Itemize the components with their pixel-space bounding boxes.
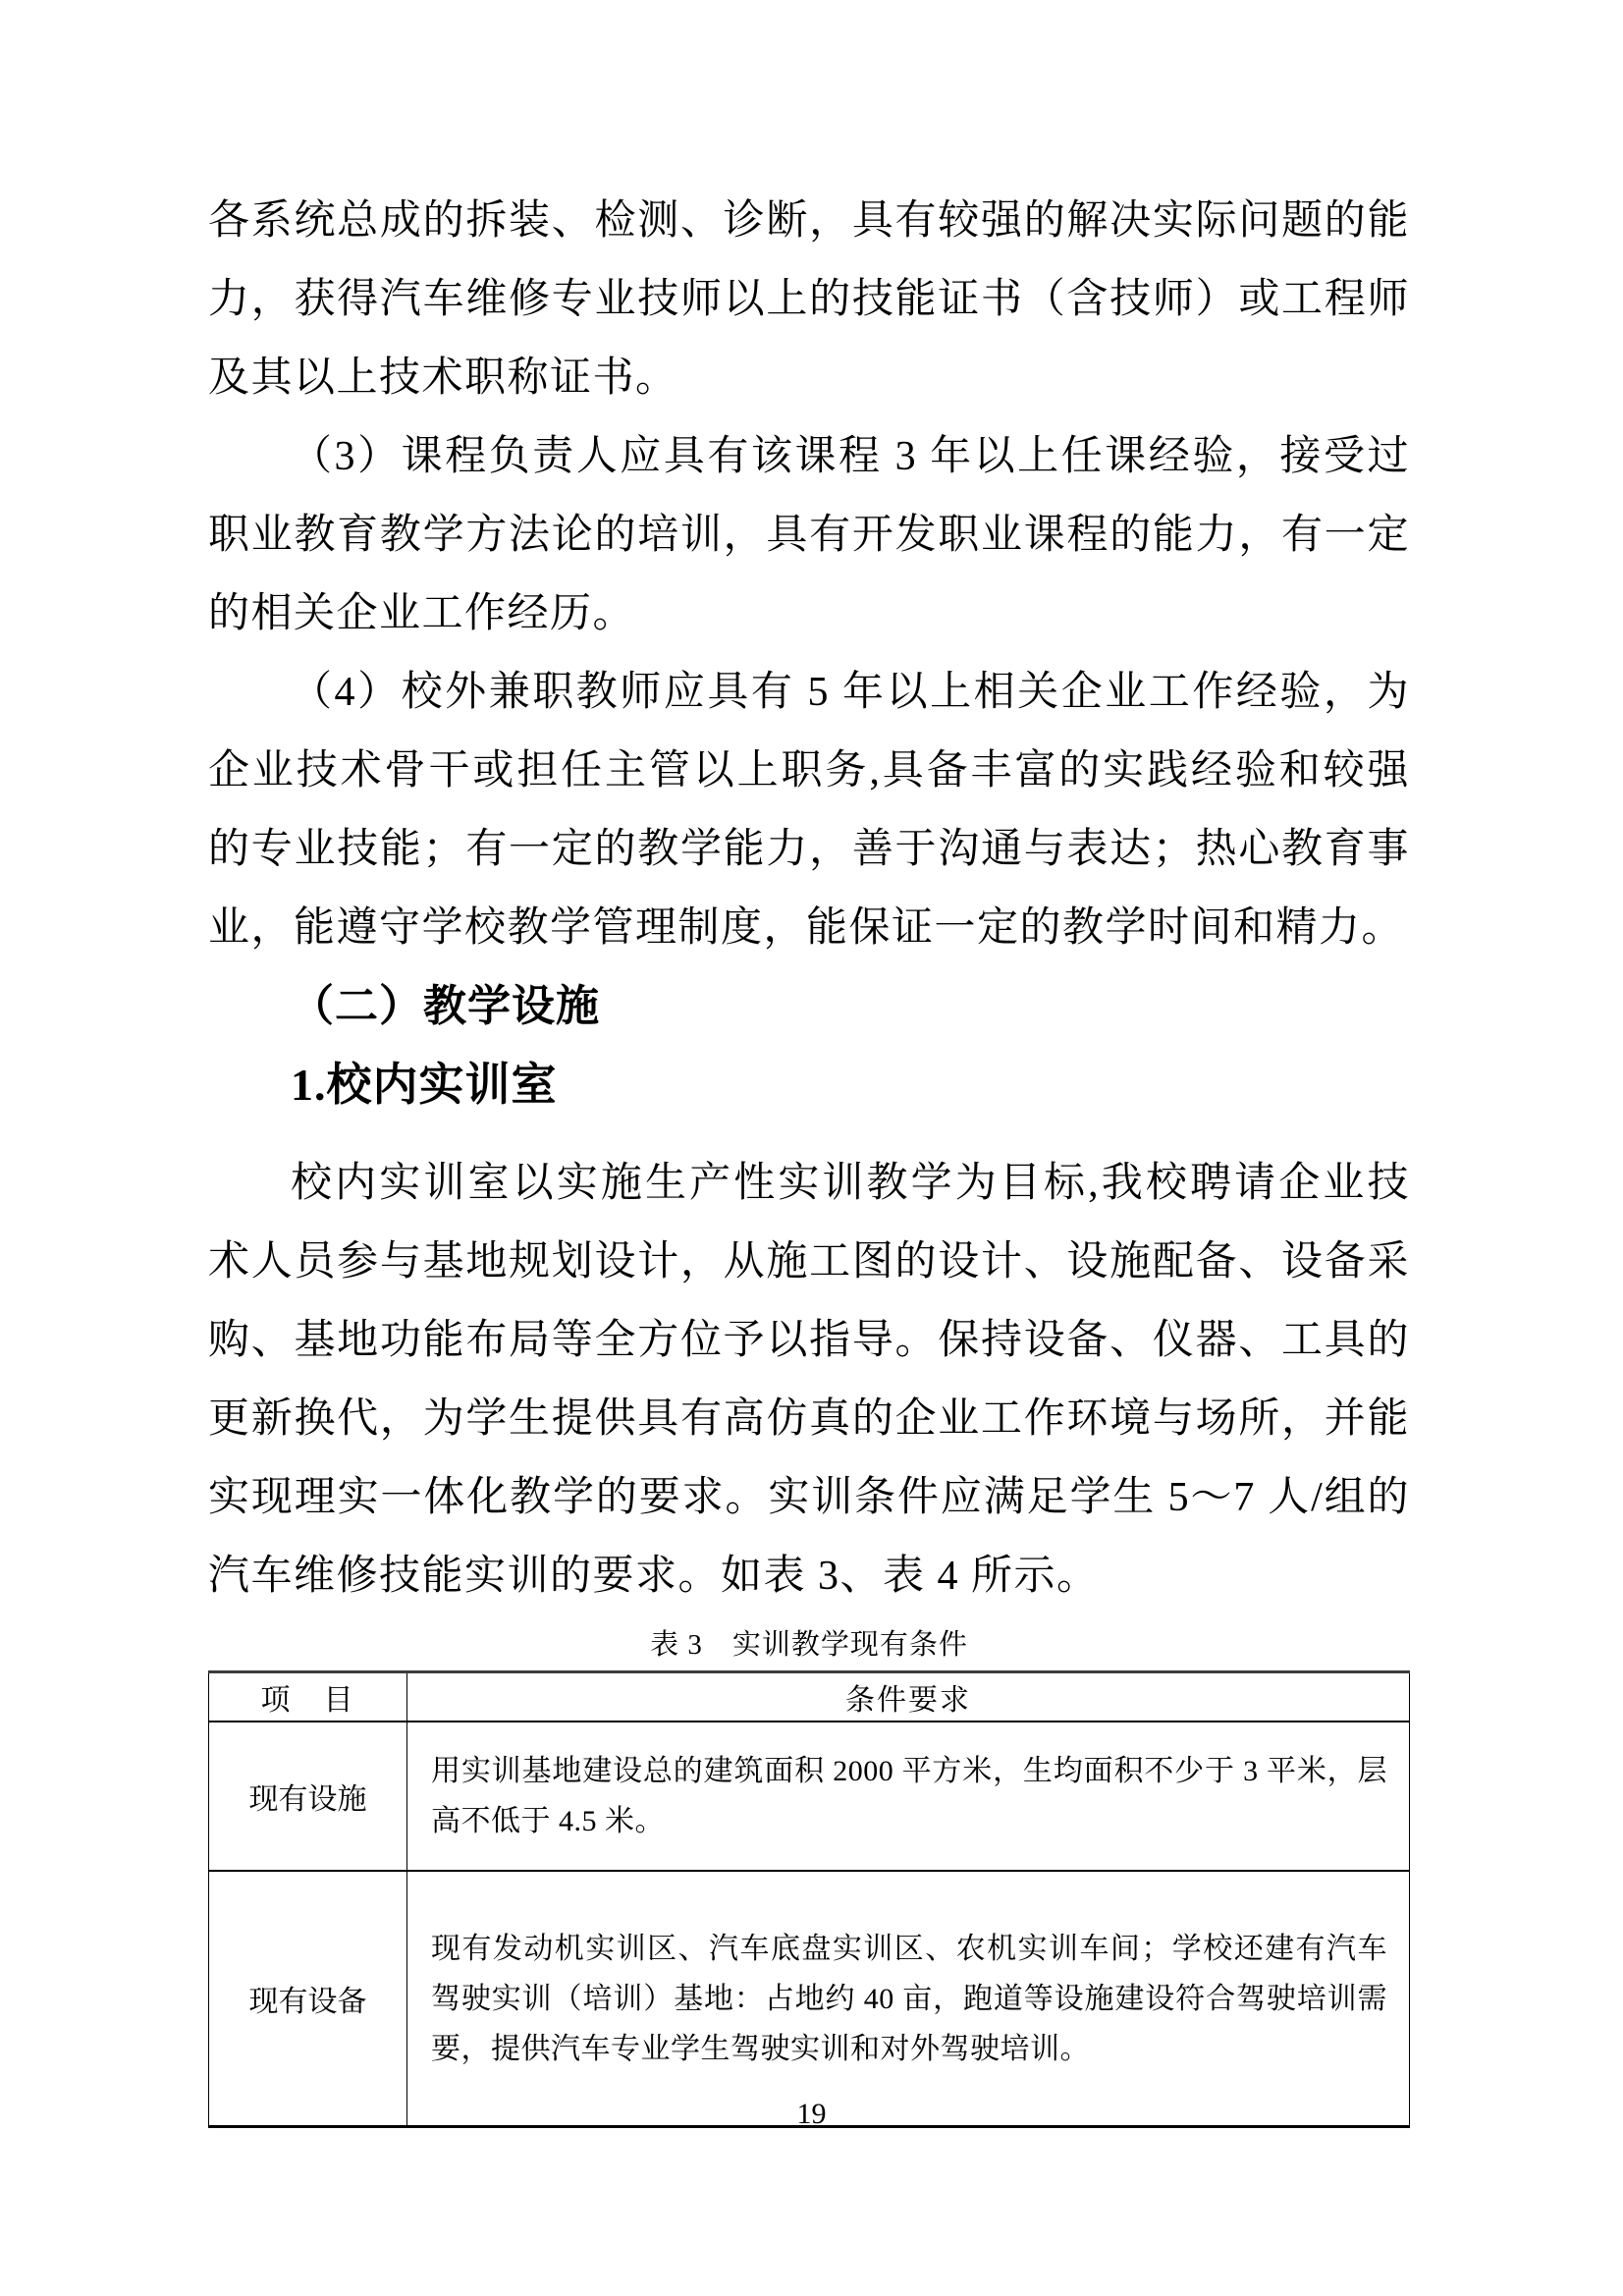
conditions-table [208, 1670, 1410, 2128]
table-caption: 表 3 实训教学现有条件 [650, 1629, 968, 1661]
page-content [208, 182, 1410, 2128]
table-cell-requirement: 用实训基地建设总的建筑面积 2000 平方米，生均面积不少于 3 平米，层高不低于 4.5 米。 [407, 1722, 1410, 1871]
subsection-heading: 1.校内实训室 [291, 1060, 558, 1110]
table-cell-item: 现有设备 [209, 1871, 407, 2127]
page-number: 19 [796, 2098, 827, 2130]
table-cell-item: 现有设施 [209, 1722, 407, 1871]
table-row [209, 1871, 1410, 2127]
table-cell-requirement: 现有发动机实训区、汽车底盘实训区、农机实训车间；学校还建有汽车驾驶实训（培训）基地：占地约 40 亩，跑道等设施建设符合驾驶培训需要，提供汽车专业学生驾驶实训和对外驾驶培训。 [407, 1871, 1410, 2127]
paragraph-item-4: （4）校外兼职教师应具有 5 年以上相关企业工作经验，为企业技术骨干或担任主管以上职务,具备丰富的实践经验和较强的专业技能；有一定的教学能力，善于沟通与表达；热心教育事业，能遵守学校教学管理制度，能保证一定的教学时间和精力。 [208, 670, 1410, 951]
table-header-requirement: 条件要求 [407, 1672, 1410, 1722]
table-header-item: 项 目 [209, 1672, 407, 1722]
paragraph-item-3: （3）课程负责人应具有该课程 3 年以上任课经验，接受过职业教育教学方法论的培训，具有开发职业课程的能力，有一定的相关企业工作经历。 [208, 434, 1410, 636]
table-header-row [209, 1672, 1410, 1722]
paragraph-continuation: 各系统总成的拆装、检测、诊断，具有较强的解决实际问题的能力，获得汽车维修专业技师以上的技能证书（含技师）或工程师及其以上技术职称证书。 [208, 198, 1410, 401]
section-heading: （二）教学设施 [291, 982, 600, 1030]
paragraph-training-room: 校内实训室以实施生产性实训教学为目标,我校聘请企业技术人员参与基地规划设计，从施工图的设计、设施配备、设备采购、基地功能布局等全方位予以指导。保持设备、仪器、工具的更新换代，为学生提供具有高仿真的企业工作环境与场所，并能实现理实一体化教学的要求。实训条件应满足学生 5～7 人/组的汽车维修技能实训的要求。如表 3、表 4 所示。 [208, 1161, 1410, 1599]
table-row [209, 1722, 1410, 1871]
